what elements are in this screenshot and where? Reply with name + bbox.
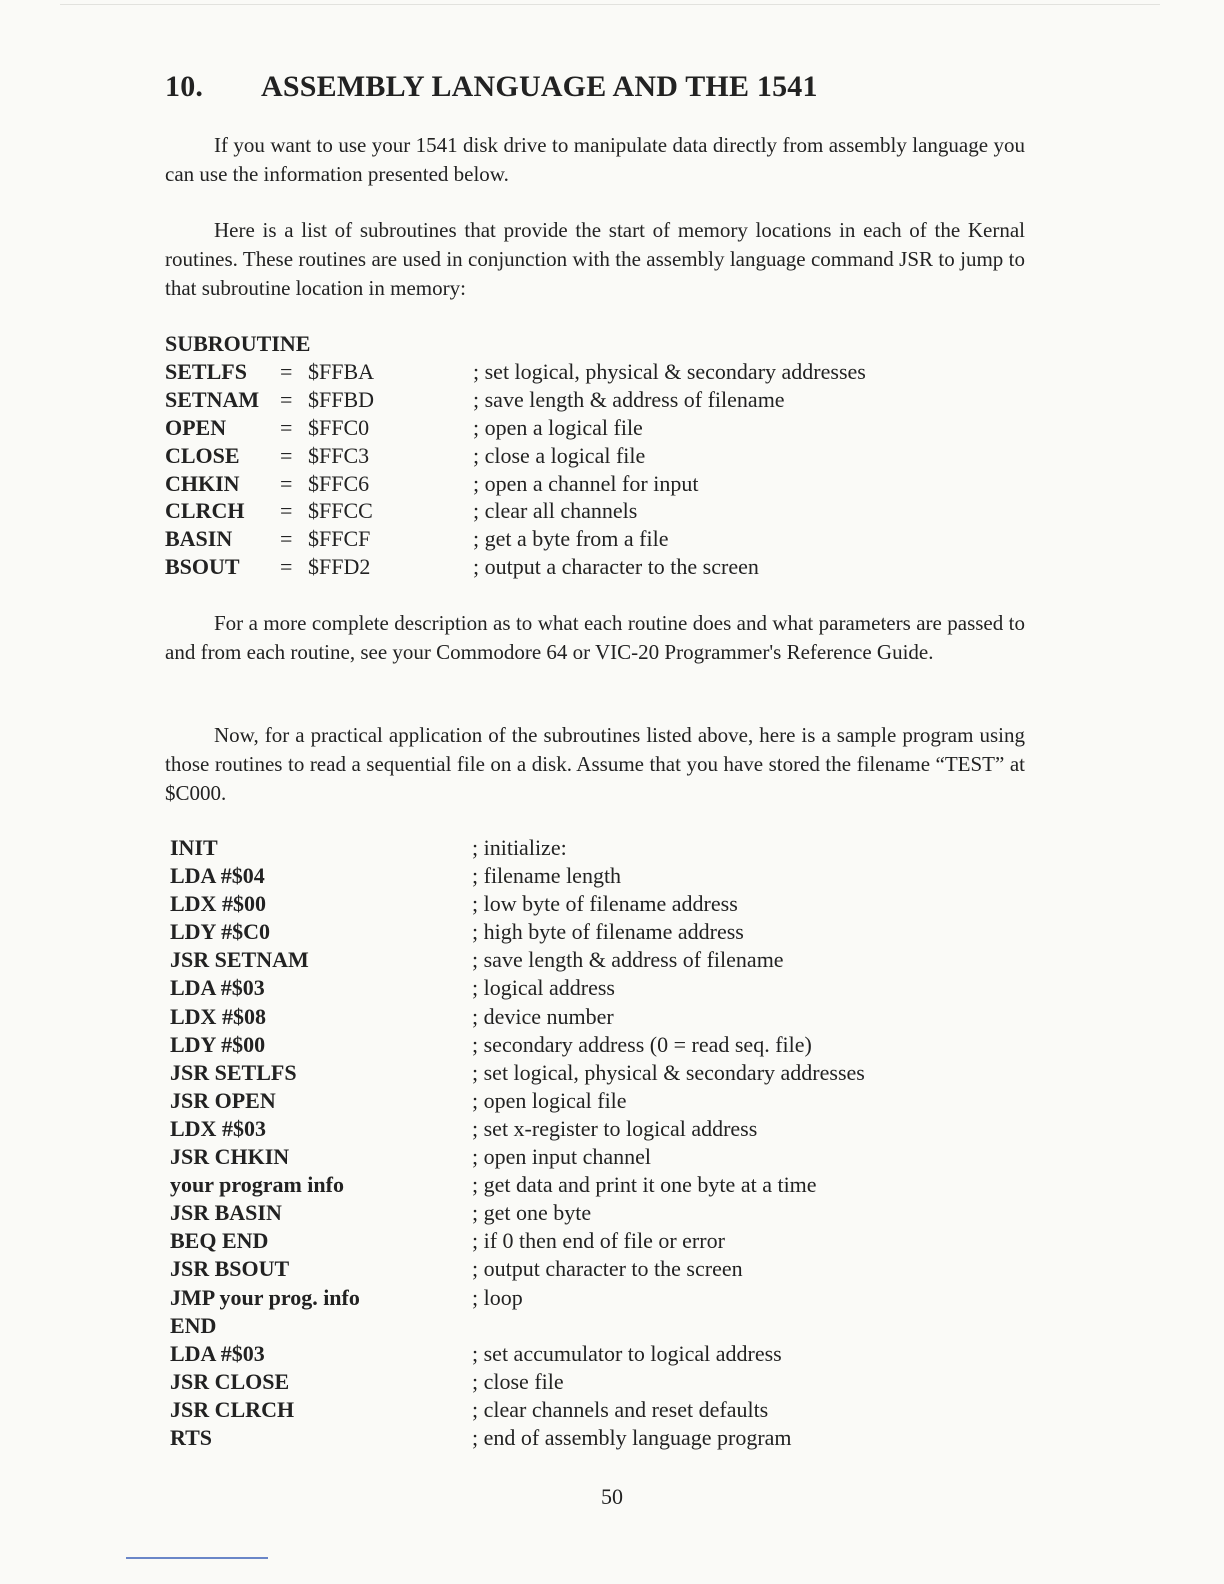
subroutine-address: $FFBD bbox=[308, 386, 375, 412]
subroutine-comment: ; open a channel for input bbox=[473, 470, 699, 496]
subroutine-table-header: SUBROUTINE bbox=[165, 331, 311, 356]
instruction-comment: ; end of assembly language program bbox=[472, 1424, 792, 1450]
page-number: 50 bbox=[601, 1484, 623, 1509]
subroutine-comment: ; output a character to the screen bbox=[473, 554, 759, 580]
instruction-comment: ; get one byte bbox=[472, 1200, 592, 1226]
instruction: JSR SETLFS bbox=[170, 1059, 297, 1085]
instruction-comment: ; secondary address (0 = read seq. file) bbox=[472, 1031, 812, 1057]
program-line bbox=[170, 1340, 970, 1368]
subroutine-comment: ; set logical, physical & secondary addresses bbox=[473, 359, 866, 384]
instruction-comment: ; set x-register to logical address bbox=[472, 1115, 758, 1141]
equals-sign: = bbox=[280, 359, 293, 384]
subroutine-address: $FFC3 bbox=[308, 442, 370, 468]
instruction-comment: ; close file bbox=[472, 1368, 564, 1394]
program-line bbox=[170, 1312, 970, 1340]
program-line bbox=[170, 1059, 970, 1087]
subroutine-address: $FFC0 bbox=[308, 414, 370, 440]
subroutine-comment: ; close a logical file bbox=[473, 442, 646, 468]
subroutine-name: CLOSE bbox=[165, 442, 240, 468]
instruction-comment: ; loop bbox=[472, 1284, 523, 1310]
instruction: JSR OPEN bbox=[170, 1087, 276, 1113]
subroutine-list-paragraph: Here is a list of subroutines that provide the start of memory locations in each of the Kernal routines. These routines are used in conjunction with the assembly language command JSR to jump to that subroutine location in memory: bbox=[165, 218, 1025, 300]
subroutine-comment: ; save length & address of filename bbox=[473, 386, 785, 412]
subroutine-address: $FFCC bbox=[308, 498, 373, 524]
instruction-comment: ; open input channel bbox=[472, 1144, 652, 1170]
instruction: JMP your prog. info bbox=[170, 1284, 360, 1310]
program-line bbox=[170, 1368, 970, 1396]
instruction: LDY #$00 bbox=[170, 1031, 266, 1057]
subroutine-address: $FFD2 bbox=[308, 554, 371, 580]
sample-program-paragraph: Now, for a practical application of the subroutines listed above, here is a sample program using those routines to read a sequential file on a disk. Assume that you have stored the filename “TEST” at $C000. bbox=[165, 723, 1025, 805]
program-line bbox=[170, 1199, 970, 1227]
instruction: JSR CLRCH bbox=[170, 1396, 295, 1422]
program-line bbox=[170, 1087, 970, 1115]
program-line bbox=[170, 918, 970, 946]
program-line bbox=[170, 834, 970, 862]
program-line bbox=[170, 1003, 970, 1031]
instruction-comment: ; set accumulator to logical address bbox=[472, 1340, 782, 1366]
equals-sign: = bbox=[280, 526, 293, 552]
program-line bbox=[170, 1255, 970, 1283]
subroutine-row bbox=[165, 386, 965, 414]
program-line bbox=[170, 1031, 970, 1059]
intro-paragraph: If you want to use your 1541 disk drive to manipulate data directly from assembly language you can use the information presented below. bbox=[165, 133, 1025, 186]
reference-paragraph: For a more complete description as to what each routine does and what parameters are passed to and from each routine, see your Commodore 64 or VIC-20 Programmer's Reference Guide. bbox=[165, 611, 1025, 664]
instruction-comment: ; initialize: bbox=[472, 835, 567, 860]
subroutine-comment: ; clear all channels bbox=[473, 498, 638, 524]
subroutine-name: SETLFS bbox=[165, 359, 247, 384]
program-listing bbox=[170, 834, 970, 1452]
subroutine-name: OPEN bbox=[165, 414, 227, 440]
instruction-comment: ; open logical file bbox=[472, 1087, 627, 1113]
program-line bbox=[170, 1396, 970, 1424]
subroutine-name: BASIN bbox=[165, 526, 233, 552]
subroutine-row bbox=[165, 470, 965, 498]
program-line bbox=[170, 1424, 970, 1452]
chapter-title: ASSEMBLY LANGUAGE AND THE 1541 bbox=[261, 70, 818, 103]
subroutine-name: CHKIN bbox=[165, 470, 240, 496]
subroutine-table bbox=[165, 358, 965, 581]
equals-sign: = bbox=[280, 442, 293, 468]
chapter-number: 10. bbox=[165, 70, 204, 103]
subroutine-address: $FFBA bbox=[308, 359, 375, 384]
equals-sign: = bbox=[280, 414, 293, 440]
instruction: BEQ END bbox=[170, 1228, 269, 1254]
program-line bbox=[170, 862, 970, 890]
instruction-comment: ; save length & address of filename bbox=[472, 947, 784, 973]
instruction: END bbox=[170, 1312, 217, 1338]
subroutine-comment: ; get a byte from a file bbox=[473, 526, 669, 552]
program-line bbox=[170, 974, 970, 1002]
instruction-comment: ; filename length bbox=[472, 863, 622, 889]
top-scan-edge bbox=[60, 4, 1160, 5]
instruction-comment: ; high byte of filename address bbox=[472, 919, 744, 945]
instruction: your program info bbox=[170, 1172, 344, 1198]
program-line bbox=[170, 1115, 970, 1143]
program-line bbox=[170, 946, 970, 974]
subroutine-row bbox=[165, 442, 965, 470]
instruction: LDY #$C0 bbox=[170, 919, 271, 945]
instruction: JSR CHKIN bbox=[170, 1144, 290, 1170]
instruction: JSR BSOUT bbox=[170, 1256, 290, 1282]
chapter-heading bbox=[165, 70, 818, 104]
subroutine-comment: ; open a logical file bbox=[473, 414, 643, 440]
subroutine-row bbox=[165, 358, 965, 386]
program-line bbox=[170, 1143, 970, 1171]
instruction-comment: ; get data and print it one byte at a time bbox=[472, 1172, 817, 1198]
subroutine-row bbox=[165, 414, 965, 442]
subroutine-row bbox=[165, 497, 965, 525]
program-line bbox=[170, 1284, 970, 1312]
equals-sign: = bbox=[280, 470, 293, 496]
instruction: JSR SETNAM bbox=[170, 947, 309, 973]
subroutine-row bbox=[165, 525, 965, 553]
instruction-comment: ; device number bbox=[472, 1003, 614, 1029]
equals-sign: = bbox=[280, 498, 293, 524]
instruction: LDA #$03 bbox=[170, 975, 265, 1001]
subroutine-name: BSOUT bbox=[165, 554, 240, 580]
instruction: LDX #$08 bbox=[170, 1003, 266, 1029]
equals-sign: = bbox=[280, 554, 293, 580]
instruction: LDA #$04 bbox=[170, 863, 265, 889]
subroutine-address: $FFCF bbox=[308, 526, 371, 552]
program-line bbox=[170, 1171, 970, 1199]
instruction-comment: ; if 0 then end of file or error bbox=[472, 1228, 725, 1254]
subroutine-name: SETNAM bbox=[165, 386, 260, 412]
instruction-comment: ; set logical, physical & secondary addresses bbox=[472, 1059, 865, 1085]
instruction-comment: ; low byte of filename address bbox=[472, 891, 738, 917]
instruction: LDX #$03 bbox=[170, 1115, 266, 1141]
instruction: LDA #$03 bbox=[170, 1340, 265, 1366]
equals-sign: = bbox=[280, 386, 293, 412]
instruction: INIT bbox=[170, 835, 218, 860]
subroutine-address: $FFC6 bbox=[308, 470, 370, 496]
instruction-comment: ; logical address bbox=[472, 975, 615, 1001]
program-line bbox=[170, 890, 970, 918]
instruction: JSR CLOSE bbox=[170, 1368, 290, 1394]
instruction: JSR BASIN bbox=[170, 1200, 282, 1226]
instruction: LDX #$00 bbox=[170, 891, 266, 917]
subroutine-row bbox=[165, 553, 965, 581]
subroutine-name: CLRCH bbox=[165, 498, 245, 524]
instruction-comment: ; clear channels and reset defaults bbox=[472, 1396, 769, 1422]
bottom-scan-mark bbox=[126, 1557, 268, 1559]
instruction-comment: ; output character to the screen bbox=[472, 1256, 743, 1282]
program-line bbox=[170, 1227, 970, 1255]
instruction: RTS bbox=[170, 1424, 213, 1450]
